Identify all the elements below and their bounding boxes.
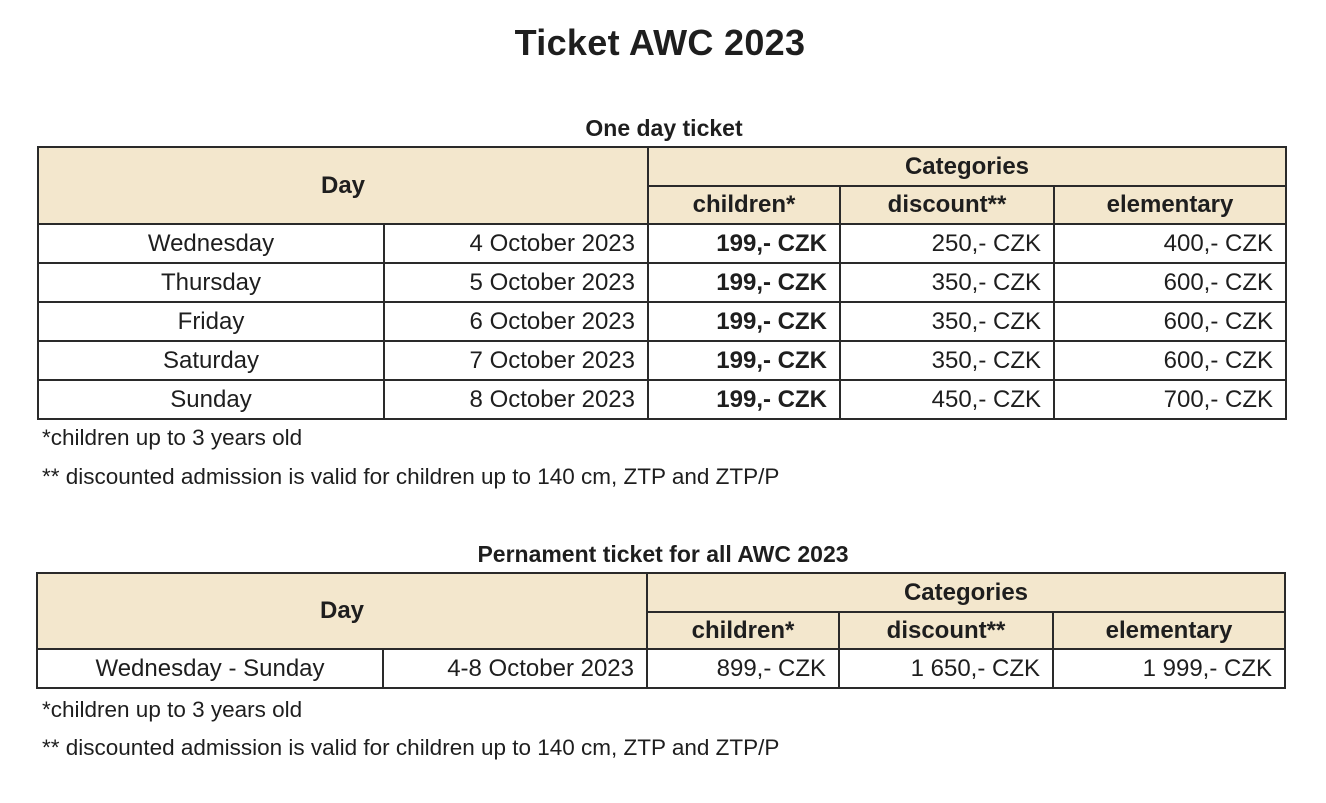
- table-row: [38, 341, 1286, 380]
- table-row: [38, 302, 1286, 341]
- date-cell: 8 October 2023: [384, 380, 648, 419]
- day-cell: Sunday: [38, 380, 384, 419]
- discount-price-cell: 1 650,- CZK: [839, 649, 1053, 688]
- children-column-header: children*: [648, 186, 840, 224]
- children-price-cell: 199,- CZK: [648, 263, 840, 302]
- discount-column-header: discount**: [840, 186, 1054, 224]
- discount-price-cell: 350,- CZK: [840, 302, 1054, 341]
- date-cell: 6 October 2023: [384, 302, 648, 341]
- permanent-ticket-table: [36, 572, 1286, 689]
- date-cell: 7 October 2023: [384, 341, 648, 380]
- children-price-cell: 199,- CZK: [648, 341, 840, 380]
- date-cell: 4-8 October 2023: [383, 649, 647, 688]
- one-day-ticket-table: [37, 146, 1287, 420]
- elementary-price-cell: 600,- CZK: [1054, 341, 1286, 380]
- table-row: [38, 224, 1286, 263]
- discount-price-cell: 350,- CZK: [840, 341, 1054, 380]
- date-cell: 4 October 2023: [384, 224, 648, 263]
- elementary-column-header: elementary: [1053, 612, 1285, 649]
- date-cell: 5 October 2023: [384, 263, 648, 302]
- table-row: [37, 649, 1285, 688]
- categories-header: Categories: [648, 147, 1286, 186]
- discount-footnote: ** discounted admission is valid for children up to 140 cm, ZTP and ZTP/P: [42, 735, 780, 760]
- day-cell: Wednesday - Sunday: [37, 649, 383, 688]
- elementary-price-cell: 1 999,- CZK: [1053, 649, 1285, 688]
- day-cell: Friday: [38, 302, 384, 341]
- children-footnote: *children up to 3 years old: [42, 425, 303, 450]
- elementary-price-cell: 600,- CZK: [1054, 302, 1286, 341]
- elementary-column-header: elementary: [1054, 186, 1286, 224]
- children-price-cell: 199,- CZK: [648, 380, 840, 419]
- discount-footnote: ** discounted admission is valid for children up to 140 cm, ZTP and ZTP/P: [42, 464, 780, 489]
- one-day-ticket-heading: One day ticket: [585, 115, 743, 141]
- day-cell: Thursday: [38, 263, 384, 302]
- table-row: [38, 380, 1286, 419]
- day-cell: Wednesday: [38, 224, 384, 263]
- elementary-price-cell: 400,- CZK: [1054, 224, 1286, 263]
- children-price-cell: 899,- CZK: [647, 649, 839, 688]
- discount-price-cell: 250,- CZK: [840, 224, 1054, 263]
- children-column-header: children*: [647, 612, 839, 649]
- elementary-price-cell: 700,- CZK: [1054, 380, 1286, 419]
- children-price-cell: 199,- CZK: [648, 302, 840, 341]
- elementary-price-cell: 600,- CZK: [1054, 263, 1286, 302]
- categories-header: Categories: [647, 573, 1285, 612]
- children-footnote: *children up to 3 years old: [42, 697, 303, 722]
- discount-column-header: discount**: [839, 612, 1053, 649]
- page-title: Ticket AWC 2023: [514, 22, 806, 63]
- discount-price-cell: 350,- CZK: [840, 263, 1054, 302]
- day-header: Day: [38, 147, 648, 224]
- day-header: Day: [37, 573, 647, 649]
- discount-price-cell: 450,- CZK: [840, 380, 1054, 419]
- permanent-ticket-heading: Pernament ticket for all AWC 2023: [477, 541, 849, 567]
- children-price-cell: 199,- CZK: [648, 224, 840, 263]
- table-row: [38, 263, 1286, 302]
- day-cell: Saturday: [38, 341, 384, 380]
